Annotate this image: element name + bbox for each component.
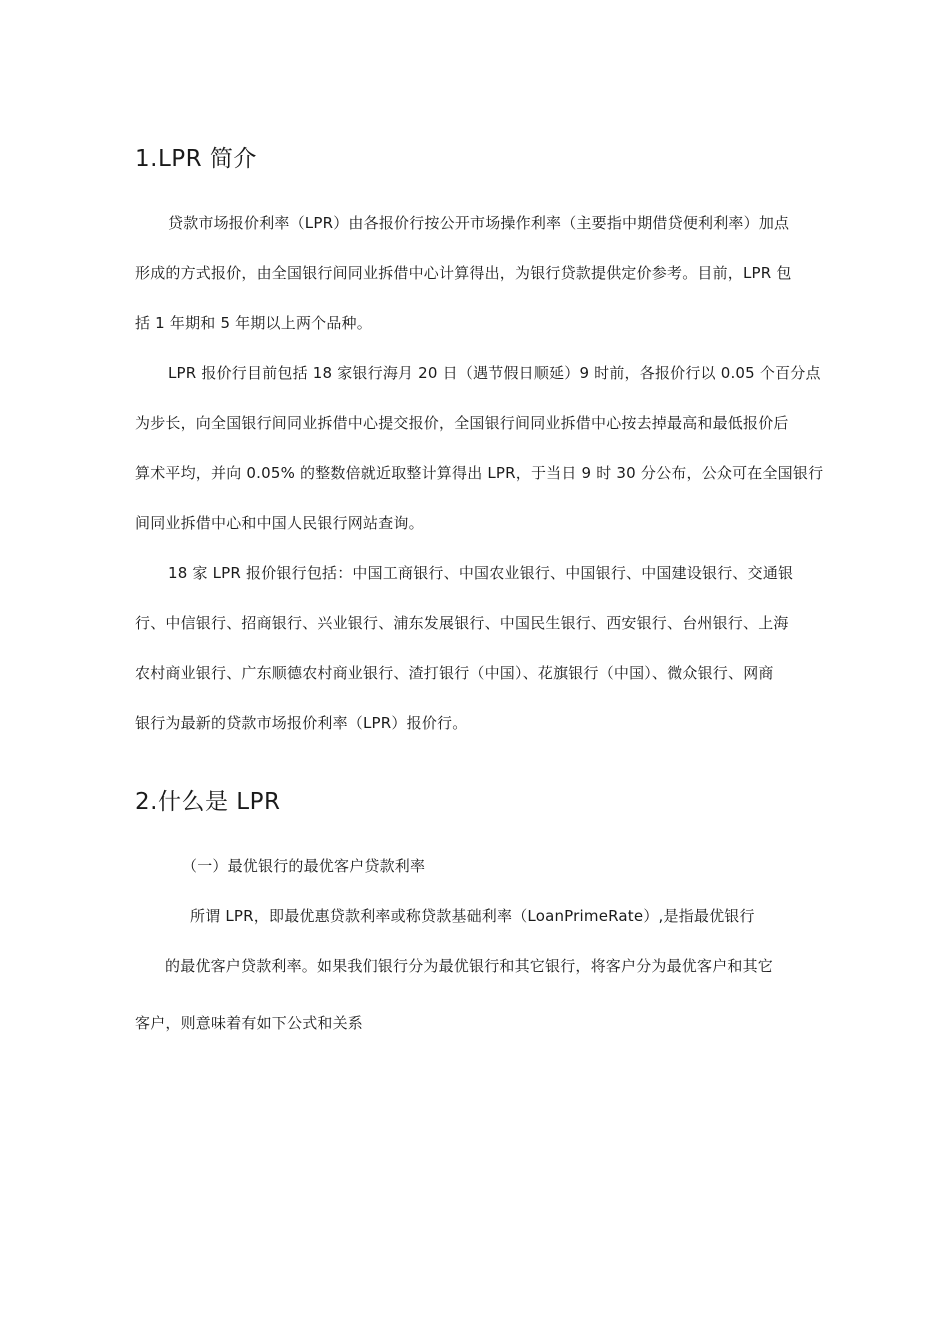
paragraph-line: 的最优客户贷款利率。如果我们银行分为最优银行和其它银行，将客户分为最优客户和其它: [165, 957, 774, 975]
paragraph-line: 行、中信银行、招商银行、兴业银行、浦东发展银行、中国民生银行、西安银行、台州银行、上海: [135, 614, 789, 632]
paragraph-line: 所谓 LPR，即最优惠贷款利率或称贷款基础利率（LoanPrimeRate）,是指最优银行: [190, 907, 755, 925]
paragraph-line: 银行为最新的贷款市场报价利率（LPR）报价行。: [135, 714, 468, 732]
paragraph-line: 括 1 年期和 5 年期以上两个品种。: [135, 314, 372, 332]
section-1-title: 1.LPR 简介: [135, 146, 257, 172]
paragraph-line: 算术平均，并向 0.05% 的整数倍就近取整计算得出 LPR，于当日 9 时 30 分公布，公众可在全国银行: [135, 464, 824, 482]
section-2-title: 2.什么是 LPR: [135, 789, 281, 815]
paragraph-line: 农村商业银行、广东顺德农村商业银行、渣打银行（中国）、花旗银行（中国）、微众银行、网商: [135, 664, 774, 682]
paragraph-line: LPR 报价行目前包括 18 家银行海月 20 日（遇节假日顺延）9 时前，各报价行以 0.05 个百分点: [168, 364, 821, 382]
section-2-subheading: （一）最优银行的最优客户贷款利率: [182, 857, 426, 875]
paragraph-line: 贷款市场报价利率（LPR）由各报价行按公开市场操作利率（主要指中期借贷便利利率）加点: [168, 214, 790, 232]
paragraph-line: 18 家 LPR 报价银行包括：中国工商银行、中国农业银行、中国银行、中国建设银行、交通银: [168, 564, 794, 582]
paragraph-line: 间同业拆借中心和中国人民银行网站查询。: [135, 514, 424, 532]
paragraph-line: 客户，则意味着有如下公式和关系: [135, 1014, 364, 1032]
paragraph-line: 形成的方式报价，由全国银行间同业拆借中心计算得出，为银行贷款提供定价参考。目前，LPR 包: [135, 264, 792, 282]
paragraph-line: 为步长，向全国银行间同业拆借中心提交报价，全国银行间同业拆借中心按去掉最高和最低报价后: [135, 414, 789, 432]
